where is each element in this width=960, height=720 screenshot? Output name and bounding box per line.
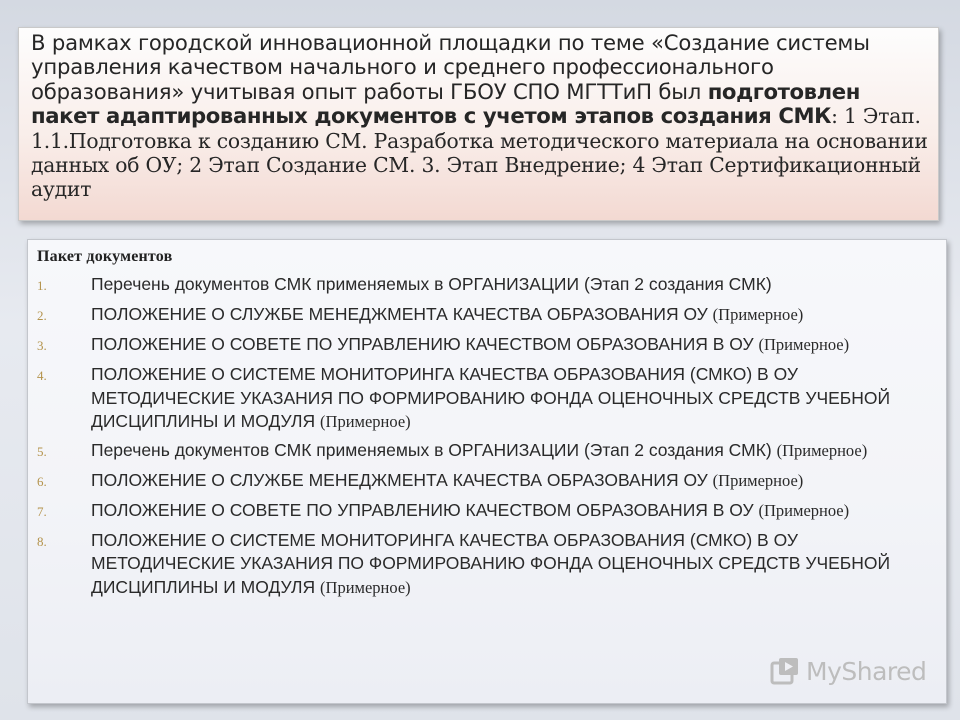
list-item-text	[91, 333, 936, 357]
document-list-item	[37, 273, 936, 298]
list-item-text	[91, 529, 936, 600]
list-item-number: 3.	[37, 338, 47, 353]
document-note: (Примерное)	[712, 305, 804, 324]
document-note: (Примерное)	[320, 577, 411, 597]
list-item-number: 8.	[37, 533, 47, 549]
document-title: Перечень документов СМК применяемых в ОРГАНИЗАЦИИ (Этап 2 создания СМК)	[91, 439, 777, 460]
document-list-item	[37, 303, 936, 328]
document-note: (Примерное)	[320, 412, 411, 431]
list-item-text	[91, 303, 936, 327]
watermark-text: MyShared	[806, 656, 927, 686]
myshared-logo-icon	[770, 656, 800, 686]
document-list-item	[37, 469, 936, 494]
package-title: Пакет документов	[37, 248, 173, 265]
list-item-number: 5.	[37, 443, 47, 459]
intro-paragraph	[31, 31, 928, 202]
document-title: ПОЛОЖЕНИЕ О СОВЕТЕ ПО УПРАВЛЕНИЮ КАЧЕСТВОМ ОБРАЗОВАНИЯ В ОУ	[91, 499, 759, 520]
document-list-item	[37, 499, 936, 524]
document-list-item	[37, 439, 936, 464]
watermark	[770, 656, 926, 686]
document-title: ПОЛОЖЕНИЕ О СОВЕТЕ ПО УПРАВЛЕНИЮ КАЧЕСТВОМ ОБРАЗОВАНИЯ В ОУ	[91, 334, 759, 354]
document-note: (Примерное)	[758, 500, 850, 520]
list-item-text	[91, 469, 936, 493]
document-title: ПОЛОЖЕНИЕ О СЛУЖБЕ МЕНЕДЖМЕНТА КАЧЕСТВА ОБРАЗОВАНИЯ ОУ	[91, 469, 713, 490]
document-note: (Примерное)	[712, 470, 804, 490]
list-item-number: 7.	[37, 503, 47, 519]
document-note: (Примерное)	[758, 335, 850, 354]
list-item-text	[91, 363, 936, 434]
document-package-box	[27, 239, 947, 704]
document-list-item	[37, 529, 936, 600]
document-list	[37, 273, 936, 599]
document-list-item	[37, 333, 936, 358]
document-title: ПОЛОЖЕНИЕ О СИСТЕМЕ МОНИТОРИНГА КАЧЕСТВА ОБРАЗОВАНИЯ (СМКО) В ОУ МЕТОДИЧЕСКИЕ УКАЗАНИЯ ПО ФОРМИРОВАНИЮ ФОНДА ОЦЕНОЧНЫХ СРЕДСТВ УЧЕБНОЙ ДИСЦИПЛИНЫ И МОДУЛЯ	[91, 364, 891, 431]
list-item-text	[91, 273, 936, 297]
document-note: (Примерное)	[776, 440, 868, 460]
list-item-number: 1.	[37, 278, 47, 293]
intro-bold-text: подготовлен пакет адаптированных документов с учетом этапов создания СМК	[31, 78, 860, 129]
list-item-text	[91, 439, 936, 463]
document-title: ПОЛОЖЕНИЕ О СЛУЖБЕ МЕНЕДЖМЕНТА КАЧЕСТВА ОБРАЗОВАНИЯ ОУ	[91, 304, 713, 324]
document-title: ПОЛОЖЕНИЕ О СИСТЕМЕ МОНИТОРИНГА КАЧЕСТВА ОБРАЗОВАНИЯ (СМКО) В ОУ МЕТОДИЧЕСКИЕ УКАЗАНИЯ ПО ФОРМИРОВАНИЮ ФОНДА ОЦЕНОЧНЫХ СРЕДСТВ УЧЕБНОЙ ДИСЦИПЛИНЫ И МОДУЛЯ	[91, 529, 891, 597]
intro-stages-text: : 1 Этап. 1.1.Подготовка к созданию СМ. Разработка методического материала на основании данных об ОУ; 2 Этап Создание СМ. 3. Этап Внедрение; 4 Этап Сертификационный аудит	[31, 104, 928, 202]
intro-text: В рамках городской инновационной площадки по теме «Создание системы управления качеством начального и среднего профессионального образования» учитывая опыт работы ГБОУ СПО МГТТиП был	[31, 30, 870, 104]
list-item-number: 2.	[37, 308, 47, 323]
intro-box	[18, 27, 939, 221]
document-title: Перечень документов СМК применяемых в ОРГАНИЗАЦИИ (Этап 2 создания СМК)	[91, 274, 772, 294]
list-item-number: 6.	[37, 473, 47, 489]
document-list-item	[37, 363, 936, 434]
list-item-text	[91, 499, 936, 523]
list-item-number: 4.	[37, 368, 47, 383]
